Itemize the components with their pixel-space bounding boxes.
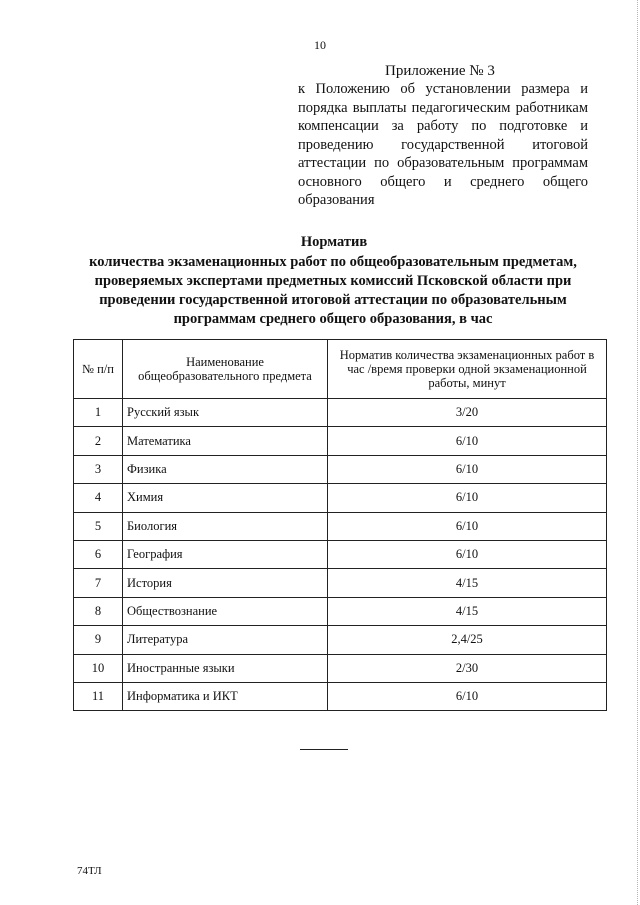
table-row xyxy=(74,626,607,654)
row-norm: 6/10 xyxy=(328,540,607,568)
norms-table xyxy=(73,339,607,711)
table-row xyxy=(74,484,607,512)
document-code: 74ТЛ xyxy=(77,865,102,877)
row-norm: 6/10 xyxy=(328,484,607,512)
table-row xyxy=(74,455,607,483)
row-norm: 4/15 xyxy=(328,597,607,625)
row-subject: Литература xyxy=(123,626,328,654)
row-norm: 4/15 xyxy=(328,569,607,597)
row-number: 10 xyxy=(74,654,123,682)
row-subject: История xyxy=(123,569,328,597)
row-subject: География xyxy=(123,540,328,568)
scan-edge-line xyxy=(637,0,638,905)
row-number: 4 xyxy=(74,484,123,512)
table-header-row xyxy=(74,340,607,399)
row-norm: 2/30 xyxy=(328,654,607,682)
table-row xyxy=(74,682,607,710)
table-row xyxy=(74,427,607,455)
row-number: 11 xyxy=(74,682,123,710)
row-subject: Русский язык xyxy=(123,399,328,427)
row-number: 6 xyxy=(74,540,123,568)
row-number: 9 xyxy=(74,626,123,654)
row-number: 5 xyxy=(74,512,123,540)
header-subject: Наименование общеобразовательного предмета xyxy=(123,340,328,399)
row-subject: Химия xyxy=(123,484,328,512)
appendix-title: Приложение № 3 xyxy=(385,63,495,79)
document-title: Норматив xyxy=(300,234,368,250)
appendix-text: к Положению об установлении размера и порядка выплаты педагогическим работникам компенсации за работу по подготовке и проведению государственной итоговой аттестации по образовательным программам основного общего и среднего общего образования xyxy=(298,81,588,208)
table-row xyxy=(74,540,607,568)
row-subject: Физика xyxy=(123,455,328,483)
row-subject: Информатика и ИКТ xyxy=(123,682,328,710)
row-number: 2 xyxy=(74,427,123,455)
row-subject: Иностранные языки xyxy=(123,654,328,682)
row-subject: Биология xyxy=(123,512,328,540)
table-row xyxy=(74,399,607,427)
table-row xyxy=(74,569,607,597)
row-number: 1 xyxy=(74,399,123,427)
row-norm: 6/10 xyxy=(328,455,607,483)
row-norm: 2,4/25 xyxy=(328,626,607,654)
row-number: 8 xyxy=(74,597,123,625)
document-subtitle: количества экзаменационных работ по общеобразовательным предметам, проверяемых экспертами предметных комиссий Псковской области при проведении государственной итоговой аттестации по образовательным программам среднего общего образования, в час xyxy=(89,254,577,327)
row-norm: 3/20 xyxy=(328,399,607,427)
page-number: 10 xyxy=(314,38,326,52)
header-number: № п/п xyxy=(74,340,123,399)
row-subject: Обществознание xyxy=(123,597,328,625)
row-subject: Математика xyxy=(123,427,328,455)
table-row xyxy=(74,654,607,682)
row-norm: 6/10 xyxy=(328,512,607,540)
row-norm: 6/10 xyxy=(328,682,607,710)
table-row xyxy=(74,512,607,540)
table-row xyxy=(74,597,607,625)
header-norm: Норматив количества экзаменационных работ в час /время проверки одной экзаменационной работы, минут xyxy=(328,340,607,399)
row-number: 3 xyxy=(74,455,123,483)
end-separator-line xyxy=(300,749,348,750)
row-number: 7 xyxy=(74,569,123,597)
row-norm: 6/10 xyxy=(328,427,607,455)
